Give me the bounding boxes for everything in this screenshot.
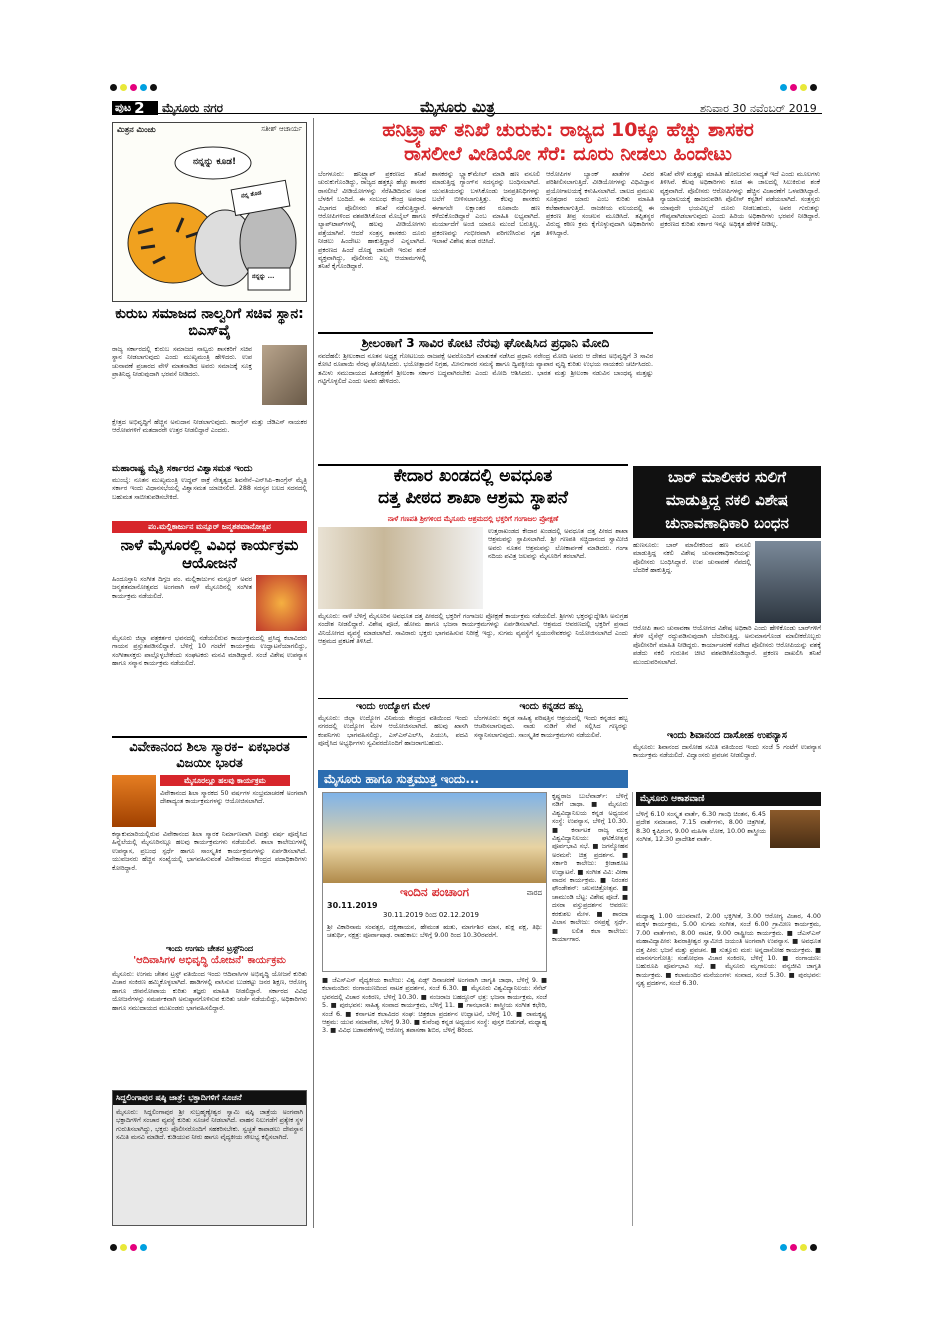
divider bbox=[318, 698, 628, 699]
kedara-strap: ನಾಳೆ ಗಣಪತಿ ಶ್ರೀಗಳಿಂದ ಮೈಸೂರು ಆಶ್ರಮದಲ್ಲಿ ಭಕ್ತರಿಗೆ ಗಂಗಾಜಲ ಪ್ರೋಕ್ಷಣೆ bbox=[387, 515, 559, 523]
panchang-box bbox=[322, 792, 547, 972]
mysuru-today-col-1: ■ ಜೆಎಸ್‌ಎಸ್ ವೈದ್ಯಕೀಯ ಕಾಲೇಜು: ವಿಶ್ವ ಏಡ್ಸ್ ದಿನಾಚರಣೆ ಅಂಗವಾಗಿ ಜಾಗೃತಿ ಜಾಥಾ, ಬೆಳಿಗ್ಗೆ 9. ■ ಕಲಾಮಂದಿರ: ರಂಗಾಯಣದಿಂದ ನಾಟಕ ಪ್ರದರ್ಶನ, ಸಂಜೆ 6.30. ■ ಮೈಸೂರು ವಿಶ್ವವಿದ್ಯಾನಿಲಯ: ಸೆನೆಟ್ ಭವನದಲ್ಲಿ ವಿಚಾರ ಸಂಕಿರಣ, ಬೆಳಿಗ್ಗೆ 10.30. ■ ನಂಜರಾಜ ಬಹದ್ದೂರ್ ಛತ್ರ: ಭಜನಾ ಕಾರ್ಯಕ್ರಮ, ಸಂಜೆ 5. ■ ಪುರಭವನ: ಸಾಹಿತ್ಯ ಸಂವಾದ ಕಾರ್ಯಕ್ರಮ, ಬೆಳಿಗ್ಗೆ 11. ■ ಗಾನಭಾರತಿ: ಶಾಸ್ತ್ರೀಯ ಸಂಗೀತ ಕಛೇರಿ, ಸಂಜೆ 6. ■ ಕರ್ನಾಟಕ ಕಲಾವಿದರ ಸಂಘ: ಚಿತ್ರಕಲಾ ಪ್ರದರ್ಶನ ಉದ್ಘಾಟನೆ, ಬೆಳಿಗ್ಗೆ 10. ■ ರಾಮಕೃಷ್ಣ ಆಶ್ರಮ: ಯುವ ಸಮಾವೇಶ, ಬೆಳಿಗ್ಗೆ 9.30. ■ ಕುವೆಂಪು ಕನ್ನಡ ಅಧ್ಯಯನ ಸಂಸ್ಥೆ: ಪುಸ್ತಕ ಬಿಡುಗಡೆ, ಮಧ್ಯಾಹ್ನ 3. ■ ವಿವಿಧ ಬಡಾವಣೆಗಳಲ್ಲಿ ಆರೋಗ್ಯ ತಪಾಸಣಾ ಶಿಬಿರ, ಬೆಳಿಗ್ಗೆ 8ರಿಂದ. bbox=[322, 976, 547, 1035]
bar-body-2: ಆರೋಪಿ ತಾನು ಚುನಾವಣಾ ಆಯೋಗದ ವಿಶೇಷ ಅಧಿಕಾರಿ ಎಂದು ಹೇಳಿಕೊಂಡು ಬಾರ್‌ಗಳಿಗೆ ತೆರಳಿ ಲೈಸೆನ್ಸ್ ರದ್ದುಪಡಿಸುವುದಾಗಿ ಬೆದರಿಸುತ್ತಿದ್ದ. ಅನುಮಾನಗೊಂಡ ಮಾಲೀಕರೊಬ್ಬರು ಪೊಲೀಸರಿಗೆ ಮಾಹಿತಿ ನೀಡಿದ್ದರು. ಕಾರ್ಯಾಚರಣೆ ನಡೆಸಿದ ಪೊಲೀಸರು ಆರೋಪಿಯನ್ನು ವಶಕ್ಕೆ ಪಡೆದು ನಕಲಿ ಗುರುತಿನ ಚೀಟಿ ವಶಪಡಿಸಿಕೊಂಡಿದ್ದಾರೆ. ಪ್ರಕರಣ ದಾಖಲಿಸಿ ತನಿಖೆ ಮುಂದುವರಿಸಲಾಗಿದೆ. bbox=[633, 624, 821, 666]
kedara-body-2: ಮೈಸೂರು: ನಾಳೆ ಬೆಳಿಗ್ಗೆ ಮೈಸೂರಿನ ಅವಧೂತ ದತ್ತ ಪೀಠದಲ್ಲಿ ಭಕ್ತರಿಗೆ ಗಂಗಾಜಲ ಪ್ರೋಕ್ಷಣೆ ಕಾರ್ಯಕ್ರಮ ನಡೆಯಲಿದೆ. ಶ್ರೀಗಳು ಭಕ್ತರನ್ನುದ್ದೇಶಿಸಿ ಅನುಗ್ರಹ ಸಂದೇಶ ನೀಡಲಿದ್ದಾರೆ. ವಿಶೇಷ ಪೂಜೆ, ಹೋಮ ಹಾಗೂ ಭಜನಾ ಕಾರ್ಯಕ್ರಮಗಳನ್ನು ಏರ್ಪಡಿಸಲಾಗಿದೆ. ಆಶ್ರಮದ ಆವರಣದಲ್ಲಿ ಭಕ್ತರಿಗೆ ಪ್ರಸಾದ ವಿನಿಯೋಗದ ವ್ಯವಸ್ಥೆ ಮಾಡಲಾಗಿದೆ. ಸಾವಿರಾರು ಭಕ್ತರು ಭಾಗವಹಿಸುವ ನಿರೀಕ್ಷೆ ಇದ್ದು, ಸುಗಮ ವ್ಯವಸ್ಥೆಗೆ ಸ್ವಯಂಸೇವಕರನ್ನು ನಿಯೋಜಿಸಲಾಗಿದೆ ಎಂದು ಆಶ್ರಮದ ಪ್ರಕಟಣೆ ತಿಳಿಸಿದೆ. bbox=[318, 612, 628, 646]
notice-body: ಮೈಸೂರು: ಸಿದ್ದಲಿಂಗಾಪುರ ಶ್ರೀ ಸುಬ್ರಹ್ಮಣ್ಯೇಶ್ವರ ಸ್ವಾಮಿ ಷಷ್ಠಿ ಜಾತ್ರೆಯ ಅಂಗವಾಗಿ ಭಕ್ತಾದಿಗಳಿಗೆ ಸಂಚಾರ ವ್ಯವಸ್ಥೆ ಕುರಿತು ಸೂಚನೆ ನೀಡಲಾಗಿದೆ. ವಾಹನ ನಿಲುಗಡೆಗೆ ಪ್ರತ್ಯೇಕ ಸ್ಥಳ ಗುರುತಿಸಲಾಗಿದ್ದು, ಭಕ್ತರು ಪೊಲೀಸರೊಂದಿಗೆ ಸಹಕರಿಸಬೇಕು. ಸ್ವಚ್ಛತೆ ಕಾಪಾಡಲು ದೇವಸ್ಥಾನ ಸಮಿತಿ ಮನವಿ ಮಾಡಿದೆ. ಕುಡಿಯುವ ನೀರು ಹಾಗೂ ವೈದ್ಯಕೀಯ ಸೌಲಭ್ಯ ಕಲ್ಪಿಸಲಾಗಿದೆ. bbox=[116, 1108, 303, 1142]
left-kicker-3: ಪಂ.ಮಲ್ಲಿಕಾರ್ಜುನ ಮನ್ಸೂರ್ ಜನ್ಮಶತಮಾನೋತ್ಸವ bbox=[112, 521, 307, 533]
left-headline-1: ಕುರುಬ ಸಮಾಜದ ನಾಲ್ವರಿಗೆ ಸಚಿವ ಸ್ಥಾನ: ಬಿಎಸ್‌ವೈ bbox=[115, 306, 304, 339]
srilanka-body: ನವದೆಹಲಿ: ಶ್ರೀಲಂಕಾದ ನೂತನ ಅಧ್ಯಕ್ಷ ಗೋಟಬಯ ರಾಜಪಕ್ಸೆ ಅವರೊಂದಿಗೆ ಮಾತುಕತೆ ನಡೆಸಿದ ಪ್ರಧಾನಿ ನರೇಂದ್ರ ಮೋದಿ ಅವರು ಆ ದೇಶದ ಅಭಿವೃದ್ಧಿಗೆ 3 ಸಾವಿರ ಕೋಟಿ ರೂಪಾಯಿ ನೆರವು ಘೋಷಿಸಿದರು. ಭಯೋತ್ಪಾದನೆ ನಿಗ್ರಹ, ಮೀನುಗಾರರ ಸಮಸ್ಯೆ ಹಾಗೂ ದ್ವಿಪಕ್ಷೀಯ ವ್ಯಾಪಾರ ವೃದ್ಧಿ ಕುರಿತು ಉಭಯ ನಾಯಕರು ಚರ್ಚಿಸಿದರು. ತಮಿಳು ಸಮುದಾಯದ ಹಿತರಕ್ಷಣೆಗೆ ಶ್ರೀಲಂಕಾ ಸರ್ಕಾರ ಬದ್ಧವಾಗಿರಬೇಕು ಎಂದು ಮೋದಿ ಆಶಿಸಿದರು. ಭಾರತ ಮತ್ತು ಶ್ರೀಲಂಕಾ ನಡುವಿನ ಬಾಂಧವ್ಯ ಮತ್ತಷ್ಟು ಗಟ್ಟಿಗೊಳ್ಳಲಿದೆ ಎಂದು ಅವರು ಹೇಳಿದರು. bbox=[318, 352, 653, 386]
mysuru-today-header: ಮೈಸೂರು ಹಾಗೂ ಸುತ್ತಮುತ್ತ ಇಂದು... bbox=[318, 770, 628, 788]
divider bbox=[112, 736, 307, 738]
job-fair-headline: ಇಂದು ಉದ್ಯೋಗ ಮೇಳ bbox=[355, 701, 431, 712]
cartoon-panel bbox=[112, 122, 307, 302]
lead-headline-line-1: ಹನಿಟ್ರ್ಯಾಪ್ ತನಿಖೆ ಚುರುಕು: ರಾಜ್ಯದ 10ಕ್ಕೂ ಹೆಚ್ಚು ಶಾಸಕರ bbox=[382, 119, 754, 141]
job-fair-body: ಮೈಸೂರು: ಜಿಲ್ಲಾ ಉದ್ಯೋಗ ವಿನಿಮಯ ಕೇಂದ್ರದ ವತಿಯಿಂದ ಇಂದು ನಗರದಲ್ಲಿ ಉದ್ಯೋಗ ಮೇಳ ಆಯೋಜಿಸಲಾಗಿದೆ. ಹಲವು ಖಾಸಗಿ ಕಂಪನಿಗಳು ಭಾಗವಹಿಸಲಿದ್ದು, ಎಸ್‌ಎಸ್‌ಎಲ್‌ಸಿ, ಪಿಯುಸಿ, ಪದವಿ ಪೂರೈಸಿದ ಅಭ್ಯರ್ಥಿಗಳು ಸ್ವವಿವರದೊಂದಿಗೆ ಹಾಜರಾಗಬಹುದು. bbox=[318, 714, 468, 748]
left-story-4-cont: ಕನ್ಯಾಕುಮಾರಿಯಲ್ಲಿರುವ ವಿವೇಕಾನಂದ ಶಿಲಾ ಸ್ಮಾರಕ ನಿರ್ಮಾಣವಾಗಿ ಐವತ್ತು ವರ್ಷ ಪೂರೈಸಿದ ಹಿನ್ನೆಲೆಯಲ್ಲಿ ಮೈಸೂರಿನಲ್ಲೂ ಹಲವು ಕಾರ್ಯಕ್ರಮಗಳು ನಡೆಯಲಿವೆ. ಶಾಲಾ ಕಾಲೇಜುಗಳಲ್ಲಿ ಉಪನ್ಯಾಸ, ಪ್ರಬಂಧ ಸ್ಪರ್ಧೆ ಹಾಗೂ ಸಾಂಸ್ಕೃತಿಕ ಕಾರ್ಯಕ್ರಮಗಳನ್ನು ಏರ್ಪಡಿಸಲಾಗಿದೆ. ಯುವಜನರು ಹೆಚ್ಚಿನ ಸಂಖ್ಯೆಯಲ್ಲಿ ಭಾಗವಹಿಸುವಂತೆ ವಿವೇಕಾನಂದ ಕೇಂದ್ರದ ಪದಾಧಿಕಾರಿಗಳು ಕೋರಿದ್ದಾರೆ. bbox=[112, 830, 307, 872]
left-story-1-cont: ಕ್ಷೇತ್ರದ ಅಭಿವೃದ್ಧಿಗೆ ಹೆಚ್ಚಿನ ಅನುದಾನ ನೀಡಲಾಗುವುದು. ಕಾಂಗ್ರೆಸ್ ಮತ್ತು ಜೆಡಿಎಸ್ ನಾಯಕರ ಆರೋಪಗಳಿಗೆ ಮತದಾರರೇ ಉತ್ತರ ನೀಡಲಿದ್ದಾರೆ ಎಂದರು. bbox=[112, 418, 307, 435]
registration-marks-top-right bbox=[780, 84, 817, 91]
kannada-fest-body: ಬೆಂಗಳೂರು: ಕನ್ನಡ ಸಾಹಿತ್ಯ ಪರಿಷತ್ತಿನ ಆಶ್ರಯದಲ್ಲಿ ಇಂದು ಕನ್ನಡದ ಹಬ್ಬ ಆಚರಿಸಲಾಗುವುದು. ನಾಡು ನುಡಿಗೆ ಸೇವೆ ಸಲ್ಲಿಸಿದ ಗಣ್ಯರನ್ನು ಸನ್ಮಾನಿಸಲಾಗುವುದು. ಸಾಂಸ್ಕೃತಿಕ ಕಾರ್ಯಕ್ರಮಗಳು ನಡೆಯಲಿವೆ. bbox=[474, 714, 628, 739]
kedara-headline-line-1: ಕೇದಾರ ಖಂಡದಲ್ಲಿ ಅವಧೂತ bbox=[393, 466, 553, 486]
section-title: ಮೈಸೂರು ನಗರ bbox=[162, 101, 224, 115]
vivekananda-photo bbox=[112, 775, 156, 827]
bar-headline-box bbox=[633, 466, 821, 538]
notice-box bbox=[112, 1090, 307, 1226]
registration-marks-bottom bbox=[110, 1244, 147, 1251]
panchang-week: ವಾರದ bbox=[526, 889, 542, 897]
left-headline-2: ಮಹಾರಾಷ್ಟ್ರ ಮೈತ್ರಿ ಸರ್ಕಾರದ ವಿಶ್ವಾಸಮತ ಇಂದು bbox=[112, 464, 253, 474]
radio-header: ಮೈಸೂರು ಆಕಾಶವಾಣಿ bbox=[636, 792, 821, 806]
cartoon-title: ಮಿತ್ರನ ಮಿಂಚು bbox=[117, 125, 156, 134]
panchang-title: ಇಂದಿನ ಪಂಚಾಂಗ bbox=[400, 885, 469, 899]
paper-name: ಮೈಸೂರು ಮಿತ್ರ bbox=[420, 98, 495, 116]
left-headline-3: ನಾಳೆ ಮೈಸೂರಲ್ಲಿ ವಿವಿಧ ಕಾರ್ಯಕ್ರಮ ಆಯೋಜನೆ bbox=[120, 536, 299, 572]
kedara-headline-line-2: ದತ್ತ ಪೀಠದ ಶಾಖಾ ಆಶ್ರಮ ಸ್ಥಾಪನೆ bbox=[378, 488, 568, 508]
registration-marks-top bbox=[110, 84, 157, 91]
notice-headline: ಸಿದ್ದಲಿಂಗಾಪುರ ಷಷ್ಠಿ ಜಾತ್ರೆ: ಭಕ್ತಾದಿಗಳಿಗೆ ಸೂಚನೆ bbox=[113, 1091, 306, 1105]
left-kicker-4: ಮೈಸೂರಲ್ಲೂ ಹಲವು ಕಾರ್ಯಕ್ರಮ bbox=[160, 775, 290, 786]
divider bbox=[318, 332, 653, 334]
left-story-5-body: ಮೈಸೂರು: ಉಗಮ ಚೇತನ ಟ್ರಸ್ಟ್ ವತಿಯಿಂದ ಇಂದು ಆದಿವಾಸಿಗಳ ಅಭಿವೃದ್ಧಿ ಯೋಜನೆ ಕುರಿತು ವಿಚಾರ ಸಂಕಿರಣ ಹಮ್ಮಿಕೊಳ್ಳಲಾಗಿದೆ. ಹಾಡಿಗಳಲ್ಲಿ ವಾಸಿಸುವ ಬುಡಕಟ್ಟು ಜನರ ಶಿಕ್ಷಣ, ಆರೋಗ್ಯ ಹಾಗೂ ಜೀವನೋಪಾಯ ಕುರಿತು ತಜ್ಞರು ಮಾಹಿತಿ ನೀಡಲಿದ್ದಾರೆ. ಸರ್ಕಾರದ ವಿವಿಧ ಯೋಜನೆಗಳನ್ನು ಸಮರ್ಪಕವಾಗಿ ಅನುಷ್ಠಾನಗೊಳಿಸುವ ಕುರಿತು ಚರ್ಚೆ ನಡೆಯಲಿದ್ದು, ಅಧಿಕಾರಿಗಳು ಹಾಗೂ ಸಮುದಾಯದ ಮುಖಂಡರು ಭಾಗವಹಿಸಲಿದ್ದಾರೆ. bbox=[112, 970, 307, 1012]
registration-marks-bottom-right bbox=[780, 1244, 817, 1251]
left-story-2-body: ಮುಂಬೈ: ನೂತನ ಮುಖ್ಯಮಂತ್ರಿ ಉದ್ಧವ್ ಠಾಕ್ರೆ ನೇತೃತ್ವದ ಶಿವಸೇನೆ–ಎನ್‌ಸಿಪಿ–ಕಾಂಗ್ರೆಸ್ ಮೈತ್ರಿ ಸರ್ಕಾರ ಇಂದು ವಿಧಾನಸಭೆಯಲ್ಲಿ ವಿಶ್ವಾಸಮತ ಯಾಚಿಸಲಿದೆ. 288 ಸದಸ್ಯರ ಬಲದ ಸದನದಲ್ಲಿ ಬಹುಮತ ಸಾಬೀತುಪಡಿಸಬೇಕಿದೆ. bbox=[112, 476, 307, 501]
panchang-date: 30.11.2019 bbox=[327, 901, 378, 910]
issue-date: ಶನಿವಾರ 30 ನವೆಂಬರ್ 2019 bbox=[700, 102, 817, 115]
cartoon-bubble: ನನ್ನನ್ನು ಕೂಡ! bbox=[193, 157, 237, 167]
radio-icon bbox=[770, 810, 820, 848]
page-number: 2 bbox=[134, 99, 145, 117]
kannada-fest-headline: ಇಂದು ಕನ್ನಡದ ಹಬ್ಬ bbox=[519, 701, 583, 712]
cartoon-artist: ಸತೀಶ್ ಆಚಾರ್ಯ bbox=[261, 125, 302, 133]
lead-col-4: ತನಿಖೆ ವೇಳೆ ಮತ್ತಷ್ಟು ಮಾಹಿತಿ ಹೊರಬರುವ ಸಾಧ್ಯತೆ ಇದೆ ಎಂದು ಮೂಲಗಳು ತಿಳಿಸಿವೆ. ಕೆಲವು ಅಧಿಕಾರಿಗಳು ಕೂಡ ಈ ಜಾಲದಲ್ಲಿ ಸಿಲುಕಿರುವ ಶಂಕೆ ವ್ಯಕ್ತವಾಗಿದೆ. ಪೊಲೀಸರು ಆರೋಪಿಗಳನ್ನು ಹೆಚ್ಚಿನ ವಿಚಾರಣೆಗೆ ಒಳಪಡಿಸಿದ್ದಾರೆ. ನ್ಯಾಯಾಲಯಕ್ಕೆ ಹಾಜರುಪಡಿಸಿ ಪೊಲೀಸ್ ಕಸ್ಟಡಿಗೆ ಪಡೆಯಲಾಗಿದೆ. ಸಂತ್ರಸ್ತರು ಯಾವುದೇ ಭಯವಿಲ್ಲದೆ ದೂರು ನೀಡಬಹುದು, ಅವರ ಗುರುತನ್ನು ಗೌಪ್ಯವಾಗಿಡಲಾಗುವುದು ಎಂದು ಹಿರಿಯ ಅಧಿಕಾರಿಗಳು ಭರವಸೆ ನೀಡಿದ್ದಾರೆ. ಪ್ರಕರಣದ ಕುರಿತು ಸರ್ಕಾರ ಇನ್ನೂ ಅಧಿಕೃತ ಹೇಳಿಕೆ ನೀಡಿಲ್ಲ. bbox=[660, 170, 820, 229]
lead-col-3: ಆರೋಪಿಗಳ ಬ್ಯಾಂಕ್ ಖಾತೆಗಳ ವಿವರ ಪರಿಶೀಲಿಸಲಾಗುತ್ತಿದೆ. ವೀಡಿಯೋಗಳನ್ನು ವಿಧಿವಿಜ್ಞಾನ ಪ್ರಯೋಗಾಲಯಕ್ಕೆ ಕಳುಹಿಸಲಾಗಿದೆ. ಜಾಲದ ಪ್ರಮುಖ ಸೂತ್ರಧಾರ ಯಾರು ಎಂಬ ಕುರಿತು ಮಾಹಿತಿ ಕಲೆಹಾಕಲಾಗುತ್ತಿದೆ. ರಾಜಕೀಯ ವಲಯದಲ್ಲಿ ಈ ಪ್ರಕರಣ ತೀವ್ರ ಸಂಚಲನ ಮೂಡಿಸಿದೆ. ತಪ್ಪಿತಸ್ಥರ ವಿರುದ್ಧ ಕಠಿಣ ಕ್ರಮ ಕೈಗೊಳ್ಳುವುದಾಗಿ ಅಧಿಕಾರಿಗಳು ತಿಳಿಸಿದ್ದಾರೆ. bbox=[546, 170, 654, 237]
radio-schedule: ಬೆಳಿಗ್ಗೆ 6.10 ಸಂಸ್ಕೃತ ವಾರ್ತೆ, 6.30 ಗಾಂಧಿ ಚಿಂತನ, 6.45 ಪ್ರದೇಶ ಸಮಾಚಾರ, 7.15 ವಾರ್ತೆಗಳು, 8.00 ಚಿತ್ರಗೀತೆ, 8.30 ಕೃಷಿರಂಗ, 9.00 ಮಹಿಳಾ ಲೋಕ, 10.00 ಶಾಸ್ತ್ರೀಯ ಸಂಗೀತ, 12.30 ಪ್ರಾದೇಶಿಕ ವಾರ್ತೆ. bbox=[636, 810, 766, 844]
column-divider bbox=[313, 118, 314, 1228]
kedara-photo bbox=[318, 527, 483, 609]
left-story-4-body: ವಿವೇಕಾನಂದ ಶಿಲಾ ಸ್ಮಾರಕದ 50 ವರ್ಷಗಳ ಸಂಭ್ರಮಾಚರಣೆ ಅಂಗವಾಗಿ ದೇಶಾದ್ಯಂತ ಕಾರ್ಯಕ್ರಮಗಳನ್ನು ಆಯೋಜಿಸಲಾಗಿದೆ. bbox=[160, 789, 307, 806]
mansur-photo bbox=[256, 575, 307, 631]
left-story-1-body: ರಾಜ್ಯ ಸರ್ಕಾರದಲ್ಲಿ ಕುರುಬ ಸಮಾಜದ ನಾಲ್ವರು ಶಾಸಕರಿಗೆ ಸಚಿವ ಸ್ಥಾನ ನೀಡಲಾಗುವುದು ಎಂದು ಮುಖ್ಯಮಂತ್ರಿ ಹೇಳಿದರು. ಉಪ ಚುನಾವಣೆ ಪ್ರಚಾರದ ವೇಳೆ ಮಾತನಾಡಿದ ಅವರು ಸಮಾಜಕ್ಕೆ ಸೂಕ್ತ ಪ್ರಾತಿನಿಧ್ಯ ನೀಡುವುದಾಗಿ ಭರವಸೆ ನೀಡಿದರು. bbox=[112, 345, 252, 379]
panchang-range: 30.11.2019 ರಿಂದ 02.12.2019 bbox=[383, 911, 479, 919]
bar-headline-line-2: ಮಾಡುತ್ತಿದ್ದ ನಕಲಿ ವಿಶೇಷ bbox=[665, 491, 789, 509]
left-headline-5: 'ಆದಿವಾಸಿಗಳ ಅಭಿವೃದ್ಧಿ ಯೋಜನೆ' ಕಾರ್ಯಕ್ರಮ bbox=[133, 955, 286, 966]
shivananda-headline: ಇಂದು ಶಿವಾನಂದ ದಾಸೋಹ ಉಪನ್ಯಾಸ bbox=[667, 730, 787, 741]
cm-photo bbox=[262, 345, 307, 405]
cartoon-sign-2: ನನ್ನನ್ನು ... bbox=[252, 273, 275, 280]
left-story-3-body: ಹಿಂದೂಸ್ತಾನಿ ಸಂಗೀತ ದಿಗ್ಗಜ ಪಂ. ಮಲ್ಲಿಕಾರ್ಜುನ ಮನ್ಸೂರ್ ಅವರ ಜನ್ಮಶತಮಾನೋತ್ಸವದ ಅಂಗವಾಗಿ ನಾಳೆ ಮೈಸೂರಿನಲ್ಲಿ ಸಂಗೀತ ಕಾರ್ಯಕ್ರಮ ನಡೆಯಲಿದೆ. bbox=[112, 575, 252, 600]
palace-photo bbox=[323, 793, 546, 883]
mysuru-today-col-2: ಕೃಷ್ಣರಾಜ ಬುಲೆವಾರ್ಡ್: ಬೆಳಿಗ್ಗೆ ನಡಿಗೆ ಜಾಥಾ. ■ ಮೈಸೂರು ವಿಶ್ವವಿದ್ಯಾನಿಲಯ ಕನ್ನಡ ಅಧ್ಯಯನ ಸಂಸ್ಥೆ: ಉಪನ್ಯಾಸ, ಬೆಳಿಗ್ಗೆ 10.30. ■ ಕರ್ನಾಟಕ ರಾಜ್ಯ ಮುಕ್ತ ವಿಶ್ವವಿದ್ಯಾನಿಲಯ: ಘಟಿಕೋತ್ಸವ ಪೂರ್ವಭಾವಿ ಸಭೆ. ■ ಜಗನ್ಮೋಹನ ಅರಮನೆ: ಚಿತ್ರ ಪ್ರದರ್ಶನ. ■ ಸರ್ಕಾರಿ ಕಾಲೇಜು: ಕ್ರೀಡಾಕೂಟ ಉದ್ಘಾಟನೆ. ■ ಸಂಗೀತ ವಿವಿ: ವೀಣಾ ವಾದನ ಕಾರ್ಯಕ್ರಮ. ■ ನಿರಂತರ ಫೌಂಡೇಶನ್: ಚಲನಚಿತ್ರೋತ್ಸವ. ■ ಚಾಮುಂಡಿ ಬೆಟ್ಟ: ವಿಶೇಷ ಪೂಜೆ. ■ ದಸರಾ ವಸ್ತುಪ್ರದರ್ಶನ ಆವರಣ: ಕರಕುಶಲ ಮೇಳ. ■ ಶಾರದಾ ವಿಲಾಸ ಕಾಲೇಜು: ರಸಪ್ರಶ್ನೆ ಸ್ಪರ್ಧೆ. ■ ಲಲಿತ ಕಲಾ ಕಾಲೇಜು: ಕಾರ್ಯಾಗಾರ. bbox=[552, 792, 628, 943]
accused-photo bbox=[755, 541, 821, 623]
bar-body-1: ಹುಣಸೂರು: ಬಾರ್ ಮಾಲೀಕರಿಂದ ಹಣ ವಸೂಲಿ ಮಾಡುತ್ತಿದ್ದ ನಕಲಿ ವಿಶೇಷ ಚುನಾವಣಾಧಿಕಾರಿಯನ್ನು ಪೊಲೀಸರು ಬಂಧಿಸಿದ್ದಾರೆ. ಉಪ ಚುನಾವಣೆ ನೆಪದಲ್ಲಿ ಬೆದರಿಕೆ ಹಾಕುತ್ತಿದ್ದ. bbox=[633, 541, 751, 575]
divider bbox=[632, 792, 633, 1226]
lead-headline-line-2: ರಾಸಲೀಲೆ ವೀಡಿಯೋ ಸೆರೆ: ದೂರು ನೀಡಲು ಹಿಂದೇಟು bbox=[404, 143, 732, 165]
left-kicker-5: ಇಂದು ಉಗಮ ಚೇತನ ಟ್ರಸ್ಟ್‌ನಿಂದ bbox=[165, 944, 254, 953]
bar-headline-line-1: ಬಾರ್ ಮಾಲೀಕರ ಸುಲಿಗೆ bbox=[668, 468, 786, 486]
cartoon-illustration bbox=[113, 123, 307, 302]
radio-schedule-cont: ಮಧ್ಯಾಹ್ನ 1.00 ಯುವವಾಣಿ, 2.00 ಭಕ್ತಿಗೀತೆ, 3.00 ಆರೋಗ್ಯ ವಿಚಾರ, 4.00 ಮಕ್ಕಳ ಕಾರ್ಯಕ್ರಮ, 5.00 ಸುಗಮ ಸಂಗೀತ, ಸಂಜೆ 6.00 ಗ್ರಾಮೀಣ ಕಾರ್ಯಕ್ರಮ, 7.00 ವಾರ್ತೆಗಳು, 8.00 ನಾಟಕ, 9.00 ರಾಷ್ಟ್ರೀಯ ಕಾರ್ಯಕ್ರಮ. ■ ಜೆಎಸ್‌ಎಸ್ ಮಹಾವಿದ್ಯಾಪೀಠ: ಶಿವರಾತ್ರೀಶ್ವರ ಸ್ವಾಮೀಜಿ ಜಯಂತಿ ಅಂಗವಾಗಿ ಉಪನ್ಯಾಸ. ■ ಅವಧೂತ ದತ್ತ ಪೀಠ: ಭಜನೆ ಮತ್ತು ಪ್ರವಚನ. ■ ಸುತ್ತೂರು ಮಠ: ಅನ್ನದಾಸೋಹ ಕಾರ್ಯಕ್ರಮ. ■ ಮಾನಸಗಂಗೋತ್ರಿ: ಸಂಶೋಧನಾ ವಿಚಾರ ಸಂಕಿರಣ, ಬೆಳಿಗ್ಗೆ 10. ■ ರಂಗಾಯಣ: ಬಹುರೂಪಿ ಪೂರ್ವಭಾವಿ ಸಭೆ. ■ ಮೈಸೂರು ಮೃಗಾಲಯ: ವನ್ಯಜೀವಿ ಜಾಗೃತಿ ಕಾರ್ಯಕ್ರಮ. ■ ಕಲಾಮಂದಿರ ಮನೆಯಂಗಳ: ಸಂವಾದ, ಸಂಜೆ 5.30. ■ ಪುರಭವನ: ನೃತ್ಯ ಪ್ರದರ್ಶನ, ಸಂಜೆ 6.30. bbox=[636, 912, 821, 988]
page-label: ಪುಟ bbox=[115, 101, 132, 114]
srilanka-headline: ಶ್ರೀಲಂಕಾಗೆ 3 ಸಾವಿರ ಕೋಟಿ ನೆರವು ಘೋಷಿಸಿದ ಪ್ರಧಾನಿ ಮೋದಿ bbox=[361, 336, 610, 350]
page-number-box bbox=[112, 101, 158, 115]
left-story-3-cont: ಮೈಸೂರು ಜಿಲ್ಲಾ ಪತ್ರಕರ್ತರ ಭವನದಲ್ಲಿ ನಡೆಯಲಿರುವ ಕಾರ್ಯಕ್ರಮದಲ್ಲಿ ಪ್ರಸಿದ್ಧ ಕಲಾವಿದರು ಗಾಯನ ಪ್ರಸ್ತುತಪಡಿಸಲಿದ್ದಾರೆ. ಬೆಳಿಗ್ಗೆ 10 ಗಂಟೆಗೆ ಕಾರ್ಯಕ್ರಮ ಉದ್ಘಾಟನೆಯಾಗಲಿದ್ದು, ಸಂಗೀತಾಸಕ್ತರು ಪಾಲ್ಗೊಳ್ಳಬೇಕೆಂದು ಸಂಘಟಕರು ಮನವಿ ಮಾಡಿದ್ದಾರೆ. ಸಂಜೆ ವಿಶೇಷ ಉಪನ್ಯಾಸ ಹಾಗೂ ಸನ್ಮಾನ ಕಾರ್ಯಕ್ರಮ ನಡೆಯಲಿದೆ. bbox=[112, 634, 307, 668]
lead-col-1: ಬೆಂಗಳೂರು: ಹನಿಟ್ರ್ಯಾಪ್ ಪ್ರಕರಣದ ತನಿಖೆ ಚುರುಕುಗೊಂಡಿದ್ದು, ರಾಜ್ಯದ ಹತ್ತಕ್ಕೂ ಹೆಚ್ಚು ಶಾಸಕರ ರಾಸಲೀಲೆ ವೀಡಿಯೋಗಳನ್ನು ಸೆರೆಹಿಡಿದಿರುವ ಅಂಶ ಬೆಳಕಿಗೆ ಬಂದಿದೆ. ಈ ಸಂಬಂಧ ಕೇಂದ್ರ ಅಪರಾಧ ವಿಭಾಗದ ಪೊಲೀಸರು ತನಿಖೆ ನಡೆಸುತ್ತಿದ್ದಾರೆ. ಆರೋಪಿಗಳಿಂದ ವಶಪಡಿಸಿಕೊಂಡ ಮೊಬೈಲ್ ಹಾಗೂ ಲ್ಯಾಪ್‌ಟಾಪ್‌ಗಳಲ್ಲಿ ಹಲವು ವೀಡಿಯೋಗಳು ಪತ್ತೆಯಾಗಿವೆ. ಆದರೆ ಸಂತ್ರಸ್ತ ಶಾಸಕರು ದೂರು ನೀಡಲು ಹಿಂದೇಟು ಹಾಕುತ್ತಿದ್ದಾರೆ ಎನ್ನಲಾಗಿದೆ. ಪ್ರಕರಣದ ಹಿಂದೆ ದೊಡ್ಡ ಜಾಲವೇ ಇರುವ ಶಂಕೆ ವ್ಯಕ್ತವಾಗಿದ್ದು, ಪೊಲೀಸರು ಎಲ್ಲ ಆಯಾಮಗಳಲ್ಲಿ ತನಿಖೆ ಕೈಗೊಂಡಿದ್ದಾರೆ. bbox=[318, 170, 426, 271]
left-headline-4: ವಿವೇಕಾನಂದ ಶಿಲಾ ಸ್ಮಾರಕ– ಏಕಭಾರತ ವಿಜಯೀ ಭಾರತ bbox=[129, 740, 290, 771]
kedara-body-1: ಉತ್ತರಾಖಂಡದ ಕೇದಾರ ಖಂಡದಲ್ಲಿ ಅವಧೂತ ದತ್ತ ಪೀಠದ ಶಾಖಾ ಆಶ್ರಮವನ್ನು ಸ್ಥಾಪಿಸಲಾಗಿದೆ. ಶ್ರೀ ಗಣಪತಿ ಸಚ್ಚಿದಾನಂದ ಸ್ವಾಮೀಜಿ ಅವರು ನೂತನ ಆಶ್ರಮವನ್ನು ಲೋಕಾರ್ಪಣೆ ಮಾಡಿದರು. ಗಂಗಾ ನದಿಯ ಪವಿತ್ರ ಜಲವನ್ನು ಮೈಸೂರಿಗೆ ತರಲಾಗಿದೆ. bbox=[488, 527, 628, 561]
bar-headline-line-3: ಚುನಾವಣಾಧಿಕಾರಿ ಬಂಧನ bbox=[665, 514, 789, 532]
lead-col-2: ಶಾಸಕರನ್ನು ಬ್ಲ್ಯಾಕ್‌ಮೇಲ್ ಮಾಡಿ ಹಣ ವಸೂಲಿ ಮಾಡುತ್ತಿದ್ದ ಗ್ಯಾಂಗ್‌ನ ಸದಸ್ಯರನ್ನು ಬಂಧಿಸಲಾಗಿದೆ. ಯುವತಿಯರನ್ನು ಬಳಸಿಕೊಂಡು ಜನಪ್ರತಿನಿಧಿಗಳನ್ನು ಬಲೆಗೆ ಬೀಳಿಸಲಾಗುತ್ತಿತ್ತು. ಕೆಲವು ಶಾಸಕರು ಈಗಾಗಲೇ ಲಕ್ಷಾಂತರ ರೂಪಾಯಿ ಹಣ ಕಳೆದುಕೊಂಡಿದ್ದಾರೆ ಎಂಬ ಮಾಹಿತಿ ಲಭ್ಯವಾಗಿದೆ. ಮರ್ಯಾದೆಗೆ ಅಂಜಿ ಯಾರೂ ಮುಂದೆ ಬರುತ್ತಿಲ್ಲ. ಪ್ರಕರಣವನ್ನು ಗಂಭೀರವಾಗಿ ಪರಿಗಣಿಸಿರುವ ಗೃಹ ಇಲಾಖೆ ವಿಶೇಷ ತಂಡ ರಚಿಸಿದೆ. bbox=[432, 170, 540, 246]
shivananda-body: ಮೈಸೂರು: ಶಿವಾನಂದ ದಾಸೋಹ ಸಮಿತಿ ವತಿಯಿಂದ ಇಂದು ಸಂಜೆ 5 ಗಂಟೆಗೆ ಉಪನ್ಯಾಸ ಕಾರ್ಯಕ್ರಮ ನಡೆಯಲಿದೆ. ವಿದ್ವಾಂಸರು ಪ್ರವಚನ ನೀಡಲಿದ್ದಾರೆ. bbox=[633, 743, 821, 760]
panchang-body: ಶ್ರೀ ವಿಕಾರಿನಾಮ ಸಂವತ್ಸರ, ದಕ್ಷಿಣಾಯನ, ಹೇಮಂತ ಋತು, ಮಾರ್ಗಶಿರ ಮಾಸ, ಶುಕ್ಲ ಪಕ್ಷ, ತಿಥಿ: ಚತುರ್ಥಿ, ನಕ್ಷತ್ರ: ಪೂರ್ವಾಷಾಢ. ರಾಹುಕಾಲ: ಬೆಳಿಗ್ಗೆ 9.00 ರಿಂದ 10.30ರವರೆಗೆ. bbox=[327, 923, 542, 940]
cartoon-sign-1: ನನ್ನ ತೊಡ bbox=[240, 189, 263, 200]
